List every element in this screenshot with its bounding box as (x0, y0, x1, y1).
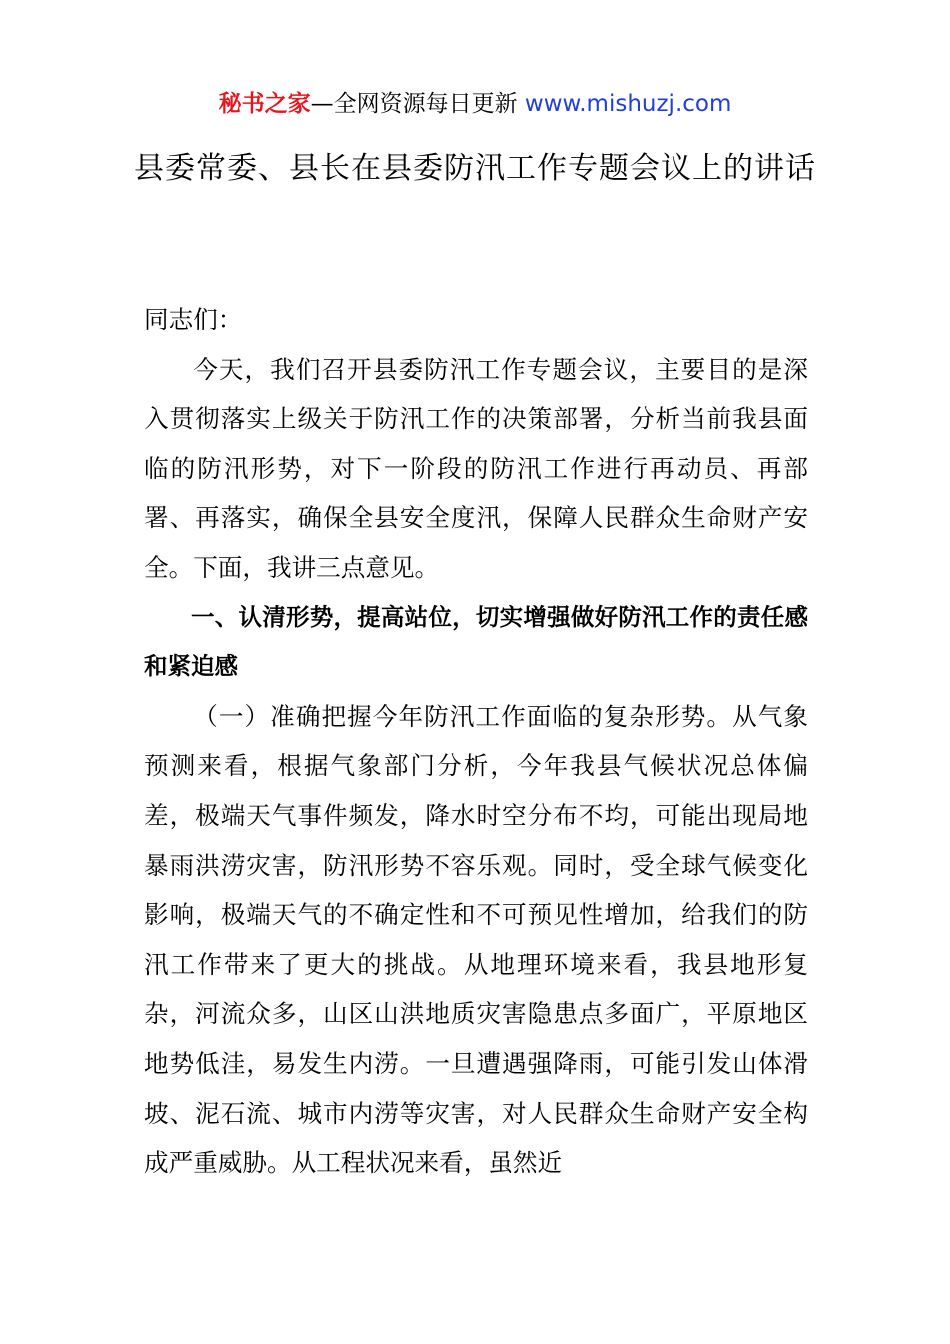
document-title: 县委常委、县长在县委防汛工作专题会议上的讲话 (134, 151, 816, 186)
site-header (0, 86, 950, 122)
header-tagline: —全网资源每日更新 (310, 91, 525, 117)
intro-paragraph: 今天，我们召开县委防汛工作专题会议，主要目的是深入贯彻落实上级关于防汛工作的决策部署，分析当前我县面临的防汛形势，对下一阶段的防汛工作进行再动员、再部署、再落实，确保全县安全度汛，保障人民群众生命财产安全。下面，我讲三点意见。 (144, 354, 808, 582)
section-heading: 一、认清形势，提高站位，切实增强做好防汛工作的责任感和紧迫感 (144, 602, 808, 681)
salutation: 同志们： (144, 305, 243, 334)
brand-name: 秘书之家 (218, 91, 311, 117)
site-url[interactable]: www.mishuzj.com (524, 91, 732, 117)
document-body (144, 295, 808, 1188)
body-paragraph: （一）准确把握今年防汛工作面临的复杂形势。从气象预测来看，根据气象部门分析，今年我县气候状况总体偏差，极端天气事件频发，降水时空分布不均，可能出现局地暴雨洪涝灾害，防汛形势不容乐观。同时，受全球气候变化影响，极端天气的不确定性和不可预见性增加，给我们的防汛工作带来了更大的挑战。从地理环境来看，我县地形复杂，河流众多，山区山洪地质灾害隐患点多面广，平原地区地势低洼，易发生内涝。一旦遭遇强降雨，可能引发山体滑坡、泥石流、城市内涝等灾害，对人民群众生命财产安全构成严重威胁。从工程状况来看，虽然近 (144, 701, 808, 1178)
